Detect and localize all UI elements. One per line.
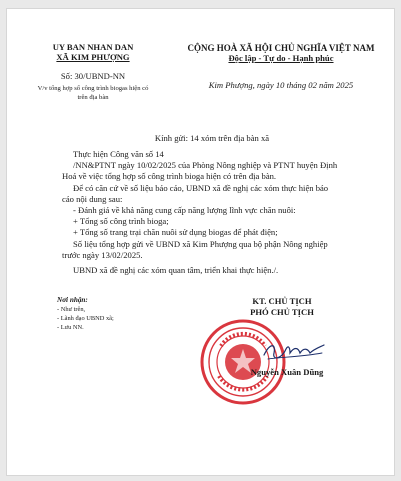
body-line: trước ngày 13/02/2025. — [62, 249, 143, 260]
recipients-item: - Lưu NN. — [57, 324, 84, 331]
document-page — [7, 9, 394, 475]
body-line: Thực hiện Công văn số 14 — [73, 149, 164, 159]
issuer-org-line2: XÃ KIM PHƯỢNG — [56, 52, 130, 62]
signature-role-2: PHÓ CHỦ TỊCH — [250, 307, 314, 317]
body-line: Hoá về việc tổng hợp số công trình bioga hiện có trên địa bàn. — [62, 171, 277, 182]
body-line: + Tổng số công trình bioga; — [73, 216, 169, 227]
national-title: CỘNG HOÀ XÃ HỘI CHỦ NGHĨA VIỆT NAM — [187, 43, 375, 53]
body-line: /NN&PTNT ngày 10/02/2025 của Phòng Nông nghiệp và PTNT huyện Định — [73, 160, 338, 171]
handwritten-signature — [260, 335, 328, 367]
issuer-org-line1: UY BAN NHAN DAN — [52, 42, 134, 52]
subject-line-1: V/v tổng hợp số công trình biogas hiện có — [37, 85, 149, 92]
place-date: Kim Phượng, ngày 10 tháng 02 năm 2025 — [208, 80, 354, 90]
body-line: Số liệu tổng hợp gửi về UBND xã Kim Phượng qua bộ phận Nông nghiệp — [73, 238, 328, 249]
document-body — [62, 149, 387, 276]
subject-line-2: trên địa bàn — [77, 94, 109, 101]
national-motto: Độc lập - Tự do - Hạnh phúc — [228, 53, 334, 63]
document-number: Số: 30/UBND-NN — [60, 71, 126, 81]
body-line: Để có căn cứ về số liệu báo cáo, UBND xã đề nghị các xóm thực hiện báo — [73, 182, 329, 193]
recipients-title: Nơi nhận: — [57, 296, 88, 304]
body-line: UBND xã đề nghị các xóm quan tâm, triển khai thực hiện./. — [73, 265, 279, 276]
signature-role-1: KT. CHỦ TỊCH — [252, 296, 312, 306]
recipients-item: - Lãnh đạo UBND xã; — [57, 315, 114, 322]
recipients-item: - Như trên, — [57, 306, 86, 313]
signer-name: Nguyễn Xuân Dũng — [250, 367, 324, 377]
body-line: + Tổng số trang trại chăn nuôi sử dụng biogas để phát điện; — [73, 227, 278, 238]
body-line: cáo nội dung sau: — [62, 193, 123, 204]
recipient-line: Kính gửi: 14 xóm trên địa bàn xã — [154, 133, 270, 143]
body-line: - Đánh giá về khả năng cung cấp năng lượng lĩnh vực chăn nuôi: — [73, 205, 296, 216]
